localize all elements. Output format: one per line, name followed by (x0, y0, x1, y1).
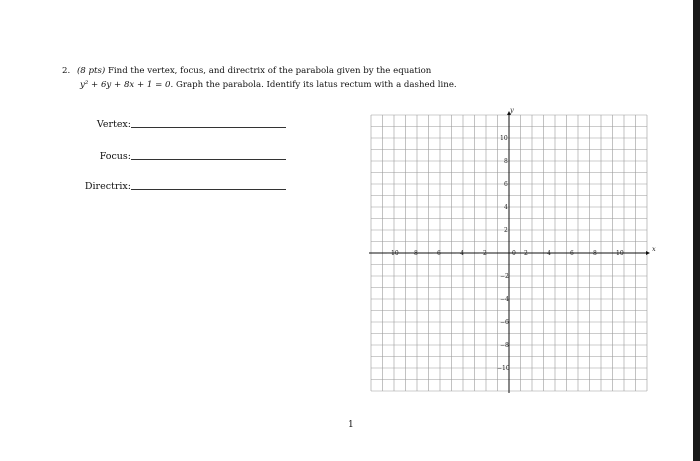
problem-equation: y² + 6y + 8x + 1 = 0. (80, 80, 174, 90)
vertex-label: Vertex: (96, 119, 131, 130)
vertex-answer-blank[interactable] (131, 127, 286, 128)
x-tick-label: −2 (478, 250, 487, 257)
x-tick-label: 8 (593, 250, 597, 257)
focus-field (60, 151, 131, 163)
directrix-field (60, 181, 131, 193)
x-tick-label: 0 (512, 250, 516, 257)
y-tick-label: −10 (497, 365, 510, 372)
x-tick-label: −8 (409, 250, 418, 257)
x-tick-label: 6 (570, 250, 574, 257)
problem-statement (62, 66, 431, 76)
problem-text-1: Find the vertex, focus, and directrix of the parabola given by the equation (107, 66, 432, 76)
directrix-label: Directrix: (84, 181, 131, 192)
problem-number: 2. (62, 66, 71, 76)
x-tick-label: 4 (547, 250, 551, 257)
x-tick-label: 10 (616, 250, 624, 257)
page-number: 1 (348, 420, 354, 430)
y-tick-label: −2 (500, 273, 509, 280)
y-tick-label: 10 (500, 135, 508, 142)
vertex-field (60, 119, 131, 131)
y-axis-label: y (510, 106, 514, 114)
directrix-answer-blank[interactable] (131, 189, 286, 190)
x-axis-arrow (646, 251, 650, 255)
x-tick-label: −6 (432, 250, 441, 257)
y-tick-label: 4 (504, 204, 508, 211)
x-tick-label: −10 (386, 250, 399, 257)
y-tick-label: −4 (500, 296, 509, 303)
problem-points: (8 pts) (76, 66, 106, 76)
y-tick-label: 2 (504, 227, 508, 234)
problem-text-2: Graph the parabola. Identify its latus rectum with a dashed line. (176, 80, 457, 90)
coordinate-grid[interactable] (365, 106, 656, 372)
y-tick-label: −8 (500, 342, 509, 349)
focus-label: Focus: (99, 151, 131, 162)
y-tick-label: 6 (504, 181, 508, 188)
x-tick-label: 2 (524, 250, 528, 257)
x-axis-label: x (652, 245, 656, 253)
focus-answer-blank[interactable] (131, 159, 286, 160)
y-tick-label: −6 (500, 319, 509, 326)
grid-canvas[interactable] (365, 106, 656, 372)
y-tick-label: 8 (504, 158, 508, 165)
x-tick-label: −4 (455, 250, 464, 257)
problem-statement-line-2 (80, 80, 457, 90)
